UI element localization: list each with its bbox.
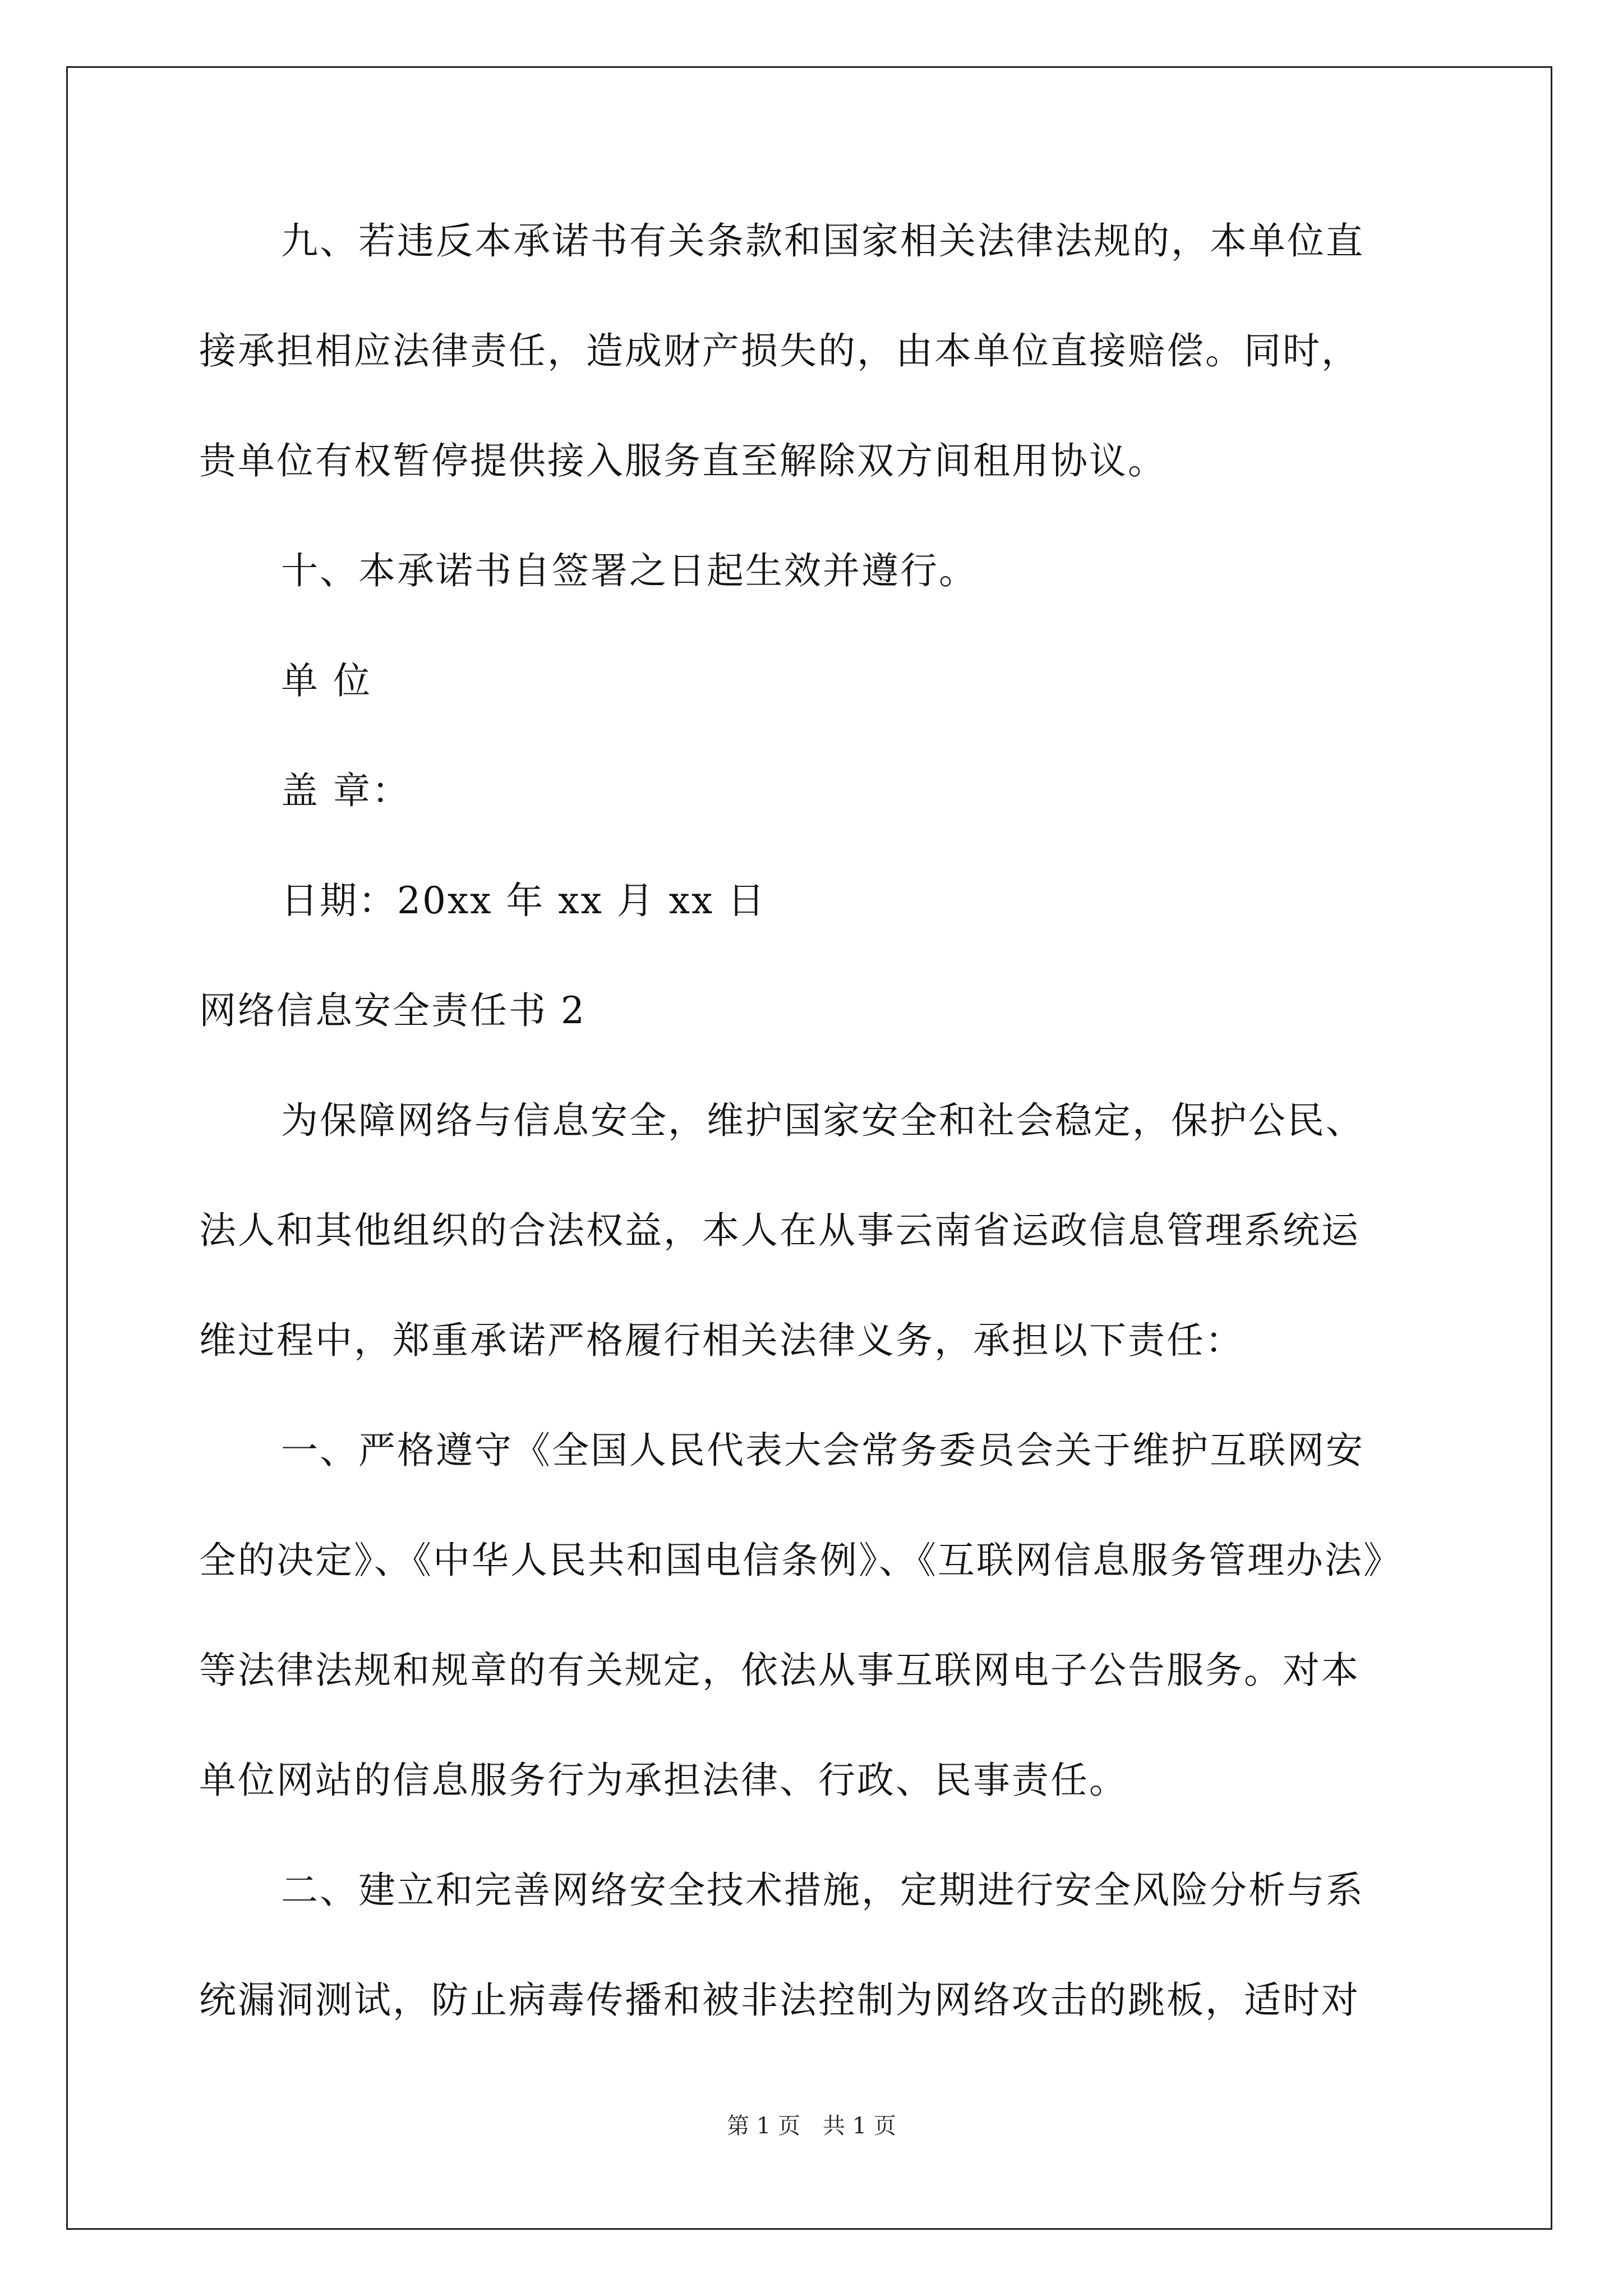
paragraph-line: 一、严格遵守《全国人民代表大会常务委员会关于维护互联网安 [281,1429,1364,1472]
paragraph-line: 单位网站的信息服务行为承担法律、行政、民事责任。 [199,1759,1128,1802]
page-number: 第 1 页 [727,2113,800,2139]
paragraph-line: 接承担相应法律责任，造成财产损失的，由本单位直接赔偿。同时， [199,329,1360,372]
paragraph-line: 维过程中，郑重承诺严格履行相关法律义务，承担以下责任： [199,1319,1244,1362]
paragraph-line: 全的决定》、《中华人民共和国电信条例》、《互联网信息服务管理办法》 [199,1539,1402,1582]
paragraph-line: 二、建立和完善网络安全技术措施，定期进行安全风险分析与系 [281,1869,1364,1912]
signature-date-label: 日期：20xx 年 xx 月 xx 日 [281,879,767,922]
section-title: 网络信息安全责任书 2 [199,989,586,1032]
paragraph-line: 九、若违反本承诺书有关条款和国家相关法律法规的，本单位直 [281,219,1364,263]
page-total: 共 1 页 [823,2113,896,2139]
page-footer [0,2109,1623,2143]
paragraph-line: 法人和其他组织的合法权益，本人在从事云南省运政信息管理系统运 [199,1209,1360,1252]
paragraph-line: 等法律法规和规章的有关规定，依法从事互联网电子公告服务。对本 [199,1649,1360,1692]
signature-seal-label: 盖 章： [281,769,411,812]
paragraph-line: 统漏洞测试，防止病毒传播和被非法控制为网络攻击的跳板，适时对 [199,1978,1360,2022]
signature-unit-label: 单 位 [281,659,372,702]
paragraph-line: 贵单位有权暂停提供接入服务直至解除双方间租用协议。 [199,439,1166,482]
paragraph-line: 为保障网络与信息安全，维护国家安全和社会稳定，保护公民、 [281,1099,1364,1142]
paragraph-line: 十、本承诺书自签署之日起生效并遵行。 [281,549,978,592]
